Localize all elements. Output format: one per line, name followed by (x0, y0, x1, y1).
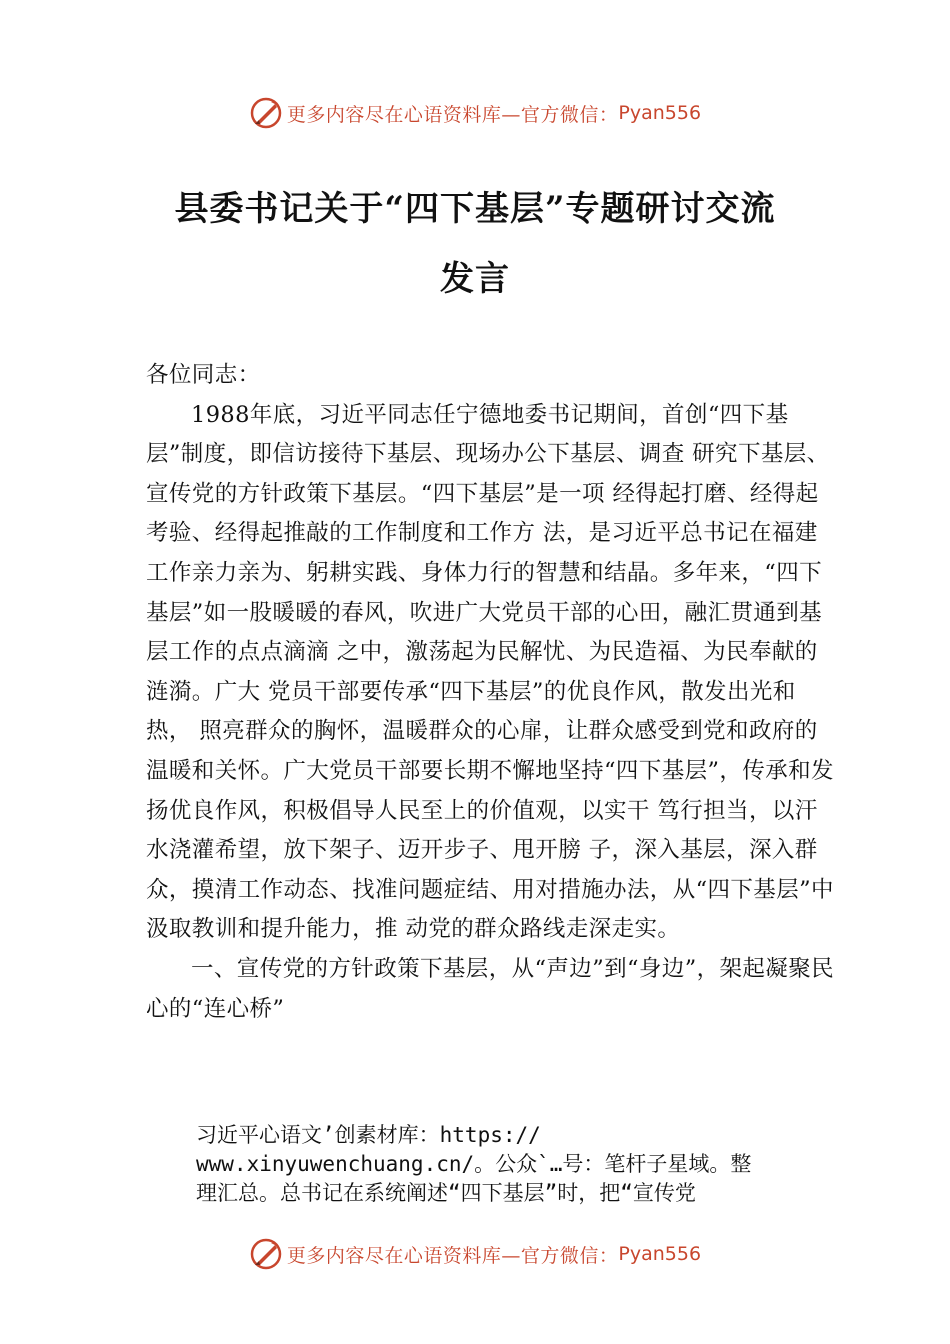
watermark-handle: Pyan556 (618, 102, 702, 124)
source-line-2: www.xinyuwenchuang.cn/。公众`…号：笔杆子星域。整 (196, 1152, 752, 1176)
watermark-text: 更多内容尽在心语资料库—官方微信： (286, 1244, 619, 1267)
watermark-text: 更多内容尽在心语资料库—官方微信： (286, 103, 619, 126)
quill-pen-logo-icon (249, 1237, 283, 1271)
paragraph-1: 1988年底，习近平同志任宁德地委书记期间，首创“四下基层”制度，即信访接待下基层、现场办公下基层、调查 研究下基层、宣传党的方针政策下基层。“四下基层”是一项 经得起打磨、经得起考验、经得起推敲的工作制度和工作方 法，是习近平总书记在福建工作亲力亲为、躬耕实践、身体力行的智慧和结晶。多年来，“四下基层”如一股暖暖的春风，吹进广大党员干部的心田，融汇贯通到基层工作的点点滴滴 之中，激荡起为民解忧、为民造福、为民奉献的涟漪。广大 党员干部要传承“四下基层”的优良作风，散发出光和热， 照亮群众的胸怀，温暖群众的心扉，让群众感受到党和政府的温暖和关怀。广大党员干部要长期不懈地坚持“四下基层”，传承和发扬优良作风，积极倡导人民至上的价值观，以实干 笃行担当，以汗水浇灌希望，放下架子、迈开步子、甩开膀 子，深入基层，深入群众，摸清工作动态、找准问题症结、用对措施办法，从“四下基层”中汲取教训和提升能力，推 动党的群众路线走深走实。 (146, 401, 834, 943)
source-note (196, 1121, 846, 1208)
salutation: 各位同志： (146, 362, 261, 388)
watermark-banner-top (0, 93, 950, 133)
document-title-line-2: 发言 (440, 259, 510, 299)
watermark-handle: Pyan556 (618, 1243, 702, 1265)
source-line-1: 习近平心语文’创素材库：https:// (196, 1123, 541, 1147)
document-body (146, 356, 836, 1029)
document-title-line-1: 县委书记关于“四下基层”专题研讨交流 (174, 189, 776, 229)
section-heading-1: 一、宣传党的方针政策下基层，从“声边”到“身边”，架起凝聚民心的“连心桥” (146, 955, 835, 1022)
quill-pen-logo-icon (249, 96, 283, 130)
watermark-banner-bottom (0, 1234, 950, 1274)
source-line-3: 理汇总。总书记在系统阐述“四下基层”时，把“宣传党 (196, 1181, 696, 1205)
